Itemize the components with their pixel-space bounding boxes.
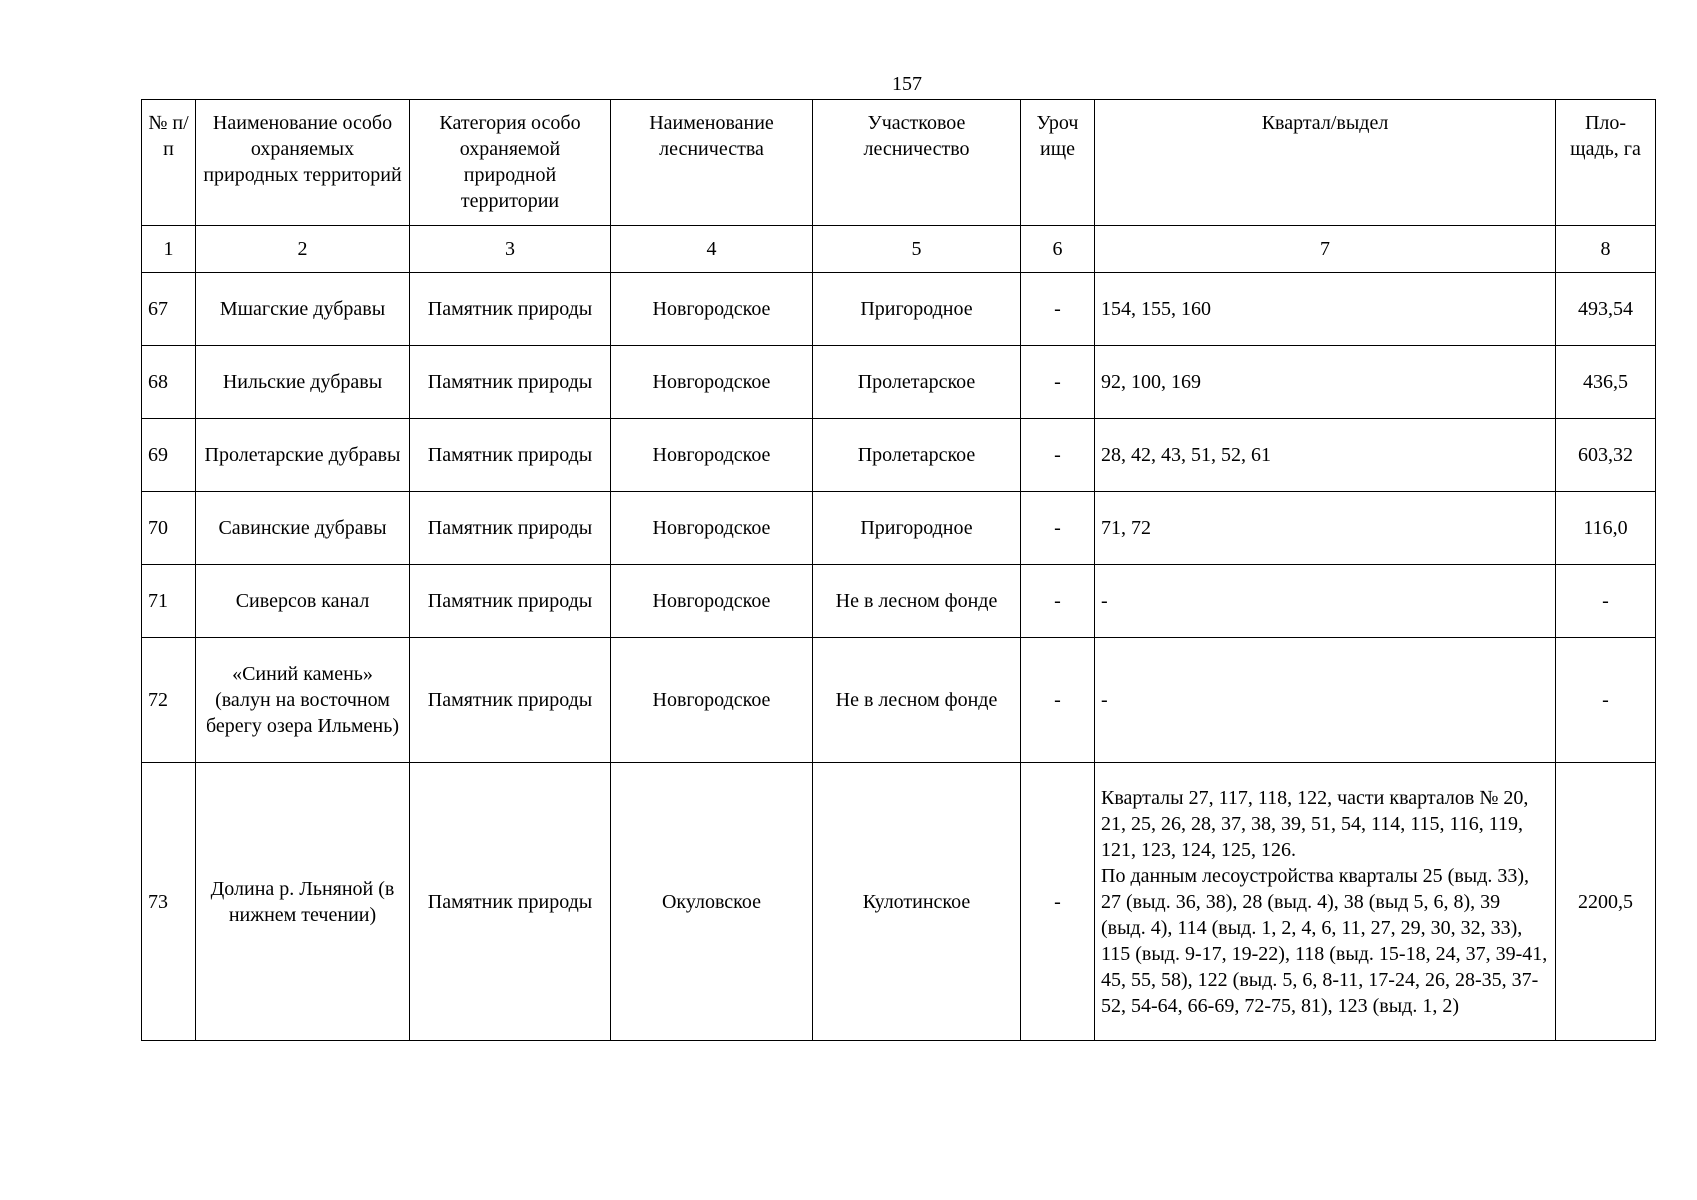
district-name: Не в лесном фонде [813,638,1021,763]
area-name: Нильские дубравы [196,346,410,419]
column-number-row [142,226,1656,273]
column-number: 1 [142,226,196,273]
forestry-name: Новгородское [611,419,813,492]
area-name: Пролетарские дубравы [196,419,410,492]
district-name: Не в лесном фонде [813,565,1021,638]
tract-value: - [1021,346,1095,419]
table-row [142,565,1656,638]
quarter-line: По данным лесоустройства кварталы 25 (выд. 33), 27 (выд. 36, 38), 28 (выд. 4), 38 (выд 5, 6, 8), 39 (выд. 4), 114 (выд. 1, 2, 4, 6, 11, 27, 29, 30, 32, 33), 115 (выд. 9-17, 19-22), 118 (выд. 15-18, 24, 37, 39-41, 45, 55, 58), 122 (выд. 5, 6, 8-11, 17-24, 26, 28-35, 37-52, 54-64, 66-69, 72-75, 81), 123 (выд. 1, 2) [1101,864,1548,1017]
header-category: Категория особо охраняемой природной территории [410,100,611,226]
area-value: 2200,5 [1556,763,1656,1041]
area-category: Памятник природы [410,492,611,565]
area-value: - [1556,638,1656,763]
area-category: Памятник природы [410,273,611,346]
row-number: 67 [142,273,196,346]
row-number: 68 [142,346,196,419]
column-number: 3 [410,226,611,273]
district-name: Пролетарское [813,346,1021,419]
quarter-value [1095,763,1556,1041]
area-category: Памятник природы [410,346,611,419]
area-category: Памятник природы [410,763,611,1041]
header-row [142,100,1656,226]
column-number: 7 [1095,226,1556,273]
quarter-value: - [1095,638,1556,763]
forestry-name: Новгородское [611,492,813,565]
area-category: Памятник природы [410,565,611,638]
area-value: 493,54 [1556,273,1656,346]
table-row [142,763,1656,1041]
forestry-name: Новгородское [611,346,813,419]
header-quarter: Квартал/выдел [1095,100,1556,226]
row-number: 69 [142,419,196,492]
district-name: Пригородное [813,273,1021,346]
area-name: Сиверсов канал [196,565,410,638]
column-number: 2 [196,226,410,273]
quarter-value: 71, 72 [1095,492,1556,565]
table-row [142,273,1656,346]
tract-value: - [1021,273,1095,346]
area-name: Мшагские дубравы [196,273,410,346]
header-name: Наименование особо охраняемых природных территорий [196,100,410,226]
area-value: 116,0 [1556,492,1656,565]
area-category: Памятник природы [410,419,611,492]
header-forestry: Наименование лесничества [611,100,813,226]
area-name: Долина р. Льняной (в нижнем течении) [196,763,410,1041]
tract-value: - [1021,492,1095,565]
quarter-value: - [1095,565,1556,638]
tract-value: - [1021,763,1095,1041]
tract-value: - [1021,638,1095,763]
forestry-name: Окуловское [611,763,813,1041]
row-number: 70 [142,492,196,565]
column-number: 6 [1021,226,1095,273]
forestry-name: Новгородское [611,273,813,346]
table-row [142,492,1656,565]
header-num: № п/п [142,100,196,226]
district-name: Пролетарское [813,419,1021,492]
tract-value: - [1021,565,1095,638]
area-name: Савинские дубравы [196,492,410,565]
column-number: 8 [1556,226,1656,273]
quarter-value: 92, 100, 169 [1095,346,1556,419]
district-name: Кулотинское [813,763,1021,1041]
quarter-value: 28, 42, 43, 51, 52, 61 [1095,419,1556,492]
quarter-line: Кварталы 27, 117, 118, 122, части кварталов № 20, 21, 25, 26, 28, 37, 38, 39, 51, 54, 114, 115, 116, 119, 121, 123, 124, 125, 126. [1101,786,1529,861]
header-area: Пло-щадь, га [1556,100,1656,226]
protected-areas-table [141,99,1656,1041]
table-row [142,346,1656,419]
area-value: 603,32 [1556,419,1656,492]
quarter-value: 154, 155, 160 [1095,273,1556,346]
row-number: 71 [142,565,196,638]
row-number: 72 [142,638,196,763]
column-number: 5 [813,226,1021,273]
header-tract: Уроч ище [1021,100,1095,226]
area-name: «Синий камень» (валун на восточном берегу озера Ильмень) [196,638,410,763]
forestry-name: Новгородское [611,565,813,638]
page-number: 157 [892,73,922,95]
table-row [142,419,1656,492]
table-row [142,638,1656,763]
district-name: Пригородное [813,492,1021,565]
area-value: - [1556,565,1656,638]
row-number: 73 [142,763,196,1041]
area-value: 436,5 [1556,346,1656,419]
column-number: 4 [611,226,813,273]
forestry-name: Новгородское [611,638,813,763]
area-category: Памятник природы [410,638,611,763]
header-district: Участковое лесничество [813,100,1021,226]
tract-value: - [1021,419,1095,492]
